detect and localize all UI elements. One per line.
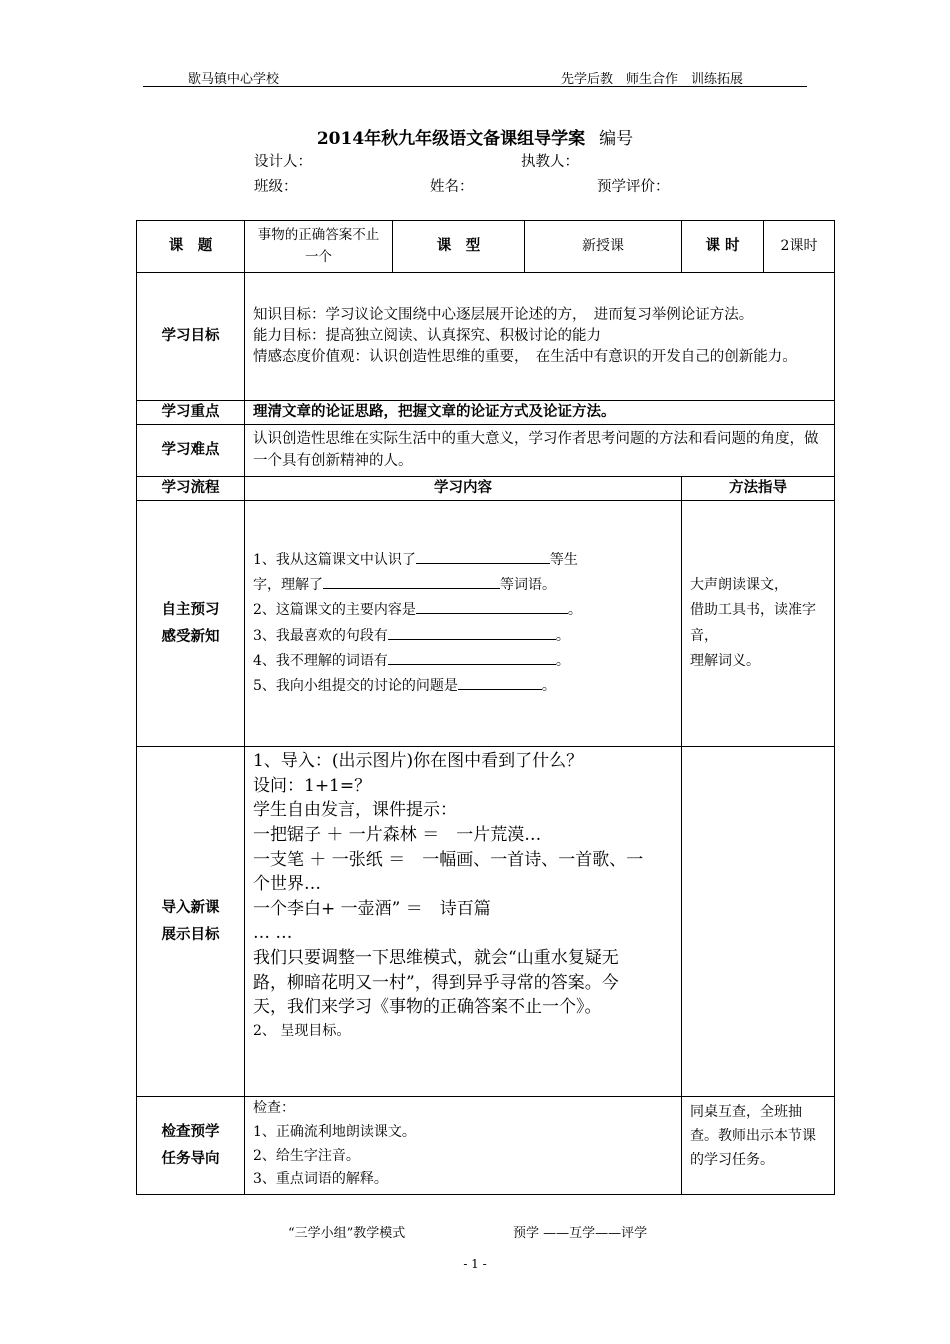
check-content: 检查： 1、正确流利地朗读课文。 2、给生字注音。 3、重点词语的解释。 [245,1097,682,1195]
row-flow-header [137,477,835,501]
check-method: 同桌互查，全班抽查。教师出示本节课的学习任务。 [682,1097,835,1195]
self-item-5 [253,674,673,699]
intro-label-line1: 导入新课 [161,900,220,917]
name-field: 姓名： [430,179,474,195]
topic-label: 课 题 [137,221,245,273]
row-focus [137,401,835,425]
header-motto: 先学后教 师生合作 训练拓展 [561,72,744,87]
teacher-field: 执教人： [521,154,579,170]
difficulty-label: 学习难点 [137,425,245,477]
check-label-line2: 任务导向 [161,1150,220,1167]
blank-line [416,549,550,564]
goals-text: 知识目标：学习议论文围绕中心逐层展开论述的方， 进而复习举例论证方法。 能力目标：提高独立阅读、认真探究、积极讨论的能力 情感态度价值观：认识创造性思维的重要， 在生活中有意识的开发自己的创新能力。 [245,273,835,401]
self-item-2 [253,598,673,623]
self-item-4-suffix: 。 [555,652,570,669]
self-item-1b [253,573,673,598]
footer-stages: 预学 ——互学——评学 [513,1226,648,1241]
class-field: 班级： [254,179,298,195]
self-item-3 [253,624,673,649]
type-value: 新授课 [525,221,682,273]
blank-line [388,650,556,665]
self-item-1b-text: 字，理解了 [253,577,323,594]
flow-label: 学习流程 [137,477,245,501]
check-label [137,1097,245,1195]
self-item-1 [253,548,673,573]
self-item-3-suffix: 。 [555,627,570,644]
self-item-3-text: 3、我最喜欢的句段有 [253,627,388,644]
header-school-name: 歇马镇中心学校 [188,72,280,87]
goals-label: 学习目标 [137,273,245,401]
header-divider [143,86,807,87]
blank-line [323,574,500,589]
self-study-label-line1: 自主预习 [161,602,220,619]
designer-field: 设计人： [254,154,312,170]
row-goals [137,273,835,401]
blank-line [416,599,568,614]
row-self-study [137,501,835,747]
self-study-label [137,501,245,747]
lesson-plan-table [136,220,835,1195]
intro-label [137,747,245,1097]
intro-label-line2: 展示目标 [161,926,220,943]
blank-line [388,625,556,640]
self-item-4 [253,649,673,674]
self-study-label-line2: 感受新知 [161,628,220,645]
row-topic [137,221,835,273]
self-item-2-suffix: 。 [567,602,582,619]
self-item-1-text: 1、我从这篇课文中认识了 [253,551,416,568]
document-title-text: 2014年秋九年级语文备课组导学案 [316,129,586,149]
preview-eval-field: 预学评价： [597,179,670,195]
document-title [0,124,950,149]
self-item-5-suffix: 。 [541,677,556,694]
self-item-4-text: 4、我不理解的词语有 [253,652,388,669]
self-item-1b-suffix: 等词语。 [500,577,556,594]
method-label: 方法指导 [682,477,835,501]
intro-text: 1、导入：(出示图片)你在图中看到了什么？ 设问：1+1=？ 学生自由发言，课件提示： 一把锯子 ＋ 一片森林 ＝ 一片荒漠… 一支笔 ＋ 一张纸 ＝ 一幅画、一首诗、一首歌、一个世界… 一个李白+ 一壶酒” ＝ 诗百篇 … … 我们只要调整一下思维模式，就会“山重水复疑无路，柳暗花明又一村”，得到异乎寻常的答案。今天，我们来学习《事物的正确答案不止一个》。 [253,751,644,1018]
difficulty-text: 认识创造性思维在实际生活中的重大意义，学习作者思考问题的方法和看问题的角度，做一个具有创新精神的人。 [245,425,835,477]
page-number: - 1 - [463,1257,487,1271]
hours-value: 2课时 [764,221,835,273]
self-item-5-text: 5、我向小组提交的讨论的问题是 [253,677,458,694]
intro-method [682,747,835,1097]
document-number-label: 编号 [599,129,634,149]
row-intro [137,747,835,1097]
hours-label: 课 时 [682,221,764,273]
blank-line [458,675,542,690]
focus-label: 学习重点 [137,401,245,425]
type-label: 课 型 [393,221,525,273]
topic-value: 事物的正确答案不止一个 [245,221,393,273]
footer-model: “三学小组”教学模式 [288,1226,406,1241]
check-label-line1: 检查预学 [161,1124,220,1141]
self-item-1-suffix: 等生 [549,551,578,568]
self-study-method: 大声朗读课文， 借助工具书，读准字音， 理解词义。 [682,501,835,747]
self-study-content [245,501,682,747]
self-item-2-text: 2、这篇课文的主要内容是 [253,602,416,619]
content-label: 学习内容 [245,477,682,501]
row-difficulty [137,425,835,477]
intro-point-2: 2、 呈现目标。 [253,1023,351,1040]
focus-text: 理清文章的论证思路，把握文章的论证方式及论证方法。 [245,401,835,425]
row-check [137,1097,835,1195]
intro-content [245,747,682,1097]
